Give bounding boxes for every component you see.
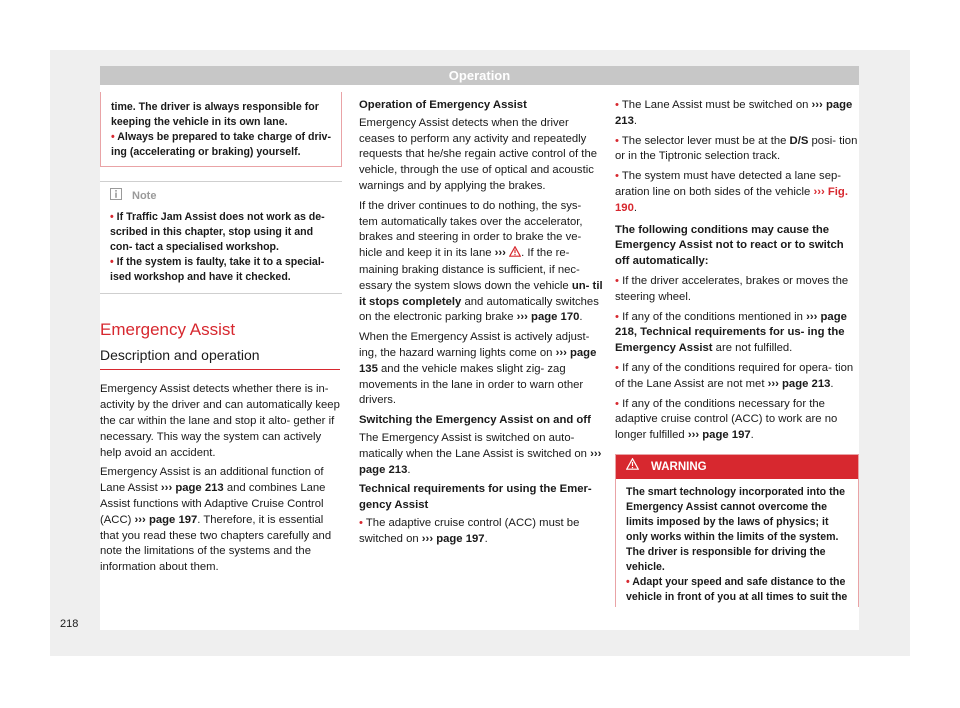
warning-text: The smart technology incorporated into the Emergency Assist cannot overcome the limits imposed by the laws of physics; it only works within the limits of the system. The driver is responsible for driving the vehicle. bbox=[626, 485, 845, 573]
section-rule bbox=[100, 369, 340, 370]
page-link[interactable]: ››› page 197 bbox=[687, 429, 751, 442]
warning-title: WARNING bbox=[651, 460, 707, 473]
text: The Emergency Assist is switched on auto- matically when the Lane Assist is switched on bbox=[359, 431, 591, 460]
note-bullet bbox=[110, 255, 332, 285]
paragraph bbox=[359, 330, 603, 409]
bullet-icon: • bbox=[615, 310, 623, 323]
text: . bbox=[633, 201, 637, 214]
text: are not fulfilled. bbox=[712, 342, 793, 355]
page-number: 218 bbox=[60, 618, 79, 630]
list-item bbox=[615, 361, 859, 393]
bullet-icon: • bbox=[615, 397, 623, 410]
text: . Therefore, it is essential that you read these two chapters carefully and note the limitations of the systems and the information about them. bbox=[100, 513, 332, 574]
warning-triangle-icon bbox=[509, 246, 521, 263]
text: . bbox=[484, 532, 488, 545]
bullet-icon: • bbox=[615, 274, 623, 287]
text: The selector lever must be at the bbox=[621, 134, 790, 147]
bullet-icon: • bbox=[359, 516, 366, 529]
page-link[interactable]: ››› page 170 bbox=[516, 311, 580, 324]
bullet-icon: • bbox=[110, 255, 117, 268]
bullet-icon: • bbox=[110, 210, 117, 223]
bullet-icon: • bbox=[615, 134, 622, 147]
bold-text: un- til it stops completely bbox=[359, 279, 603, 308]
subheading: Switching the Emergency Assist on and off bbox=[359, 414, 591, 427]
text: posi- tion or in the Tiptronic selection track. bbox=[615, 134, 858, 163]
warning-body bbox=[616, 479, 858, 607]
page-link[interactable]: ››› page 135 bbox=[359, 346, 597, 375]
note-bullet bbox=[110, 210, 332, 255]
subheading: Technical requirements for using the Emer- gency Assist bbox=[359, 483, 592, 512]
page-link[interactable]: ››› page 197 bbox=[421, 532, 485, 545]
text: If any of the conditions necessary for the adaptive cruise control (ACC) to work are no longer fulfilled bbox=[615, 397, 838, 442]
paragraph: Emergency Assist detects when the driver ceases to perform any activity and repeatedly requests that he/she regain active control of the vehicle, through the use of optical and acoustic warnings and by applying the brakes. bbox=[359, 116, 598, 192]
page-link[interactable]: ››› page 218, Technical requirements for us- ing the Emergency Assist bbox=[615, 310, 847, 355]
warning-text: time. The driver is always responsible for keeping the vehicle in its own lane. bbox=[111, 101, 319, 128]
page-link[interactable]: ››› page 213 bbox=[615, 99, 853, 127]
page-link[interactable]: ››› page 213 bbox=[359, 447, 602, 476]
list-item bbox=[615, 274, 859, 306]
note-header bbox=[110, 182, 332, 210]
text: If any of the conditions required for opera- tion of the Lane Assist are not met bbox=[615, 361, 854, 390]
bullet-icon: • bbox=[626, 575, 633, 588]
subheading: Operation of Emergency Assist bbox=[359, 99, 527, 111]
text: If any of the conditions mentioned in bbox=[622, 310, 807, 323]
column-3 bbox=[615, 98, 859, 607]
warning-triangle-icon bbox=[626, 458, 639, 475]
text: . bbox=[633, 114, 637, 127]
paragraph bbox=[359, 199, 603, 326]
text: . bbox=[830, 377, 834, 390]
page-link[interactable]: ››› page 213 bbox=[767, 377, 831, 390]
figure-link[interactable]: ››› Fig. 190 bbox=[615, 185, 848, 214]
text: and combines Lane Assist functions with Adaptive Cruise Control (ACC) bbox=[100, 482, 326, 526]
note-title: Note bbox=[132, 190, 157, 202]
list-item bbox=[615, 169, 859, 216]
note-bullet-text: If Traffic Jam Assist does not work as de- scribed in this chapter, stop using it and con- tact a specialised workshop. bbox=[110, 210, 325, 253]
text: Emergency Assist is an additional function of Lane Assist bbox=[100, 466, 324, 495]
page-header: Operation bbox=[100, 66, 859, 85]
text: . bbox=[750, 429, 754, 442]
list-item bbox=[615, 310, 859, 357]
warning-bullet bbox=[626, 575, 848, 605]
subheading: The following conditions may cause the Emergency Assist not to react or to switch off automatically: bbox=[615, 223, 844, 268]
note-bullet-text: If the system is faulty, take it to a special- ised workshop and have it checked. bbox=[110, 255, 325, 283]
bold-text: D/S bbox=[789, 134, 809, 147]
warning-bullet-text: Always be prepared to take charge of driv- ing (accelerating or braking) yourself. bbox=[111, 131, 331, 158]
text: . bbox=[579, 311, 583, 324]
text: If the driver continues to do nothing, the sys- tem automatically takes over the accelerator, brakes and steering in order to brake the ve- hicle and keep it in its lane bbox=[359, 199, 583, 260]
bullet-icon: • bbox=[615, 361, 623, 374]
text: The Lane Assist must be switched on bbox=[621, 99, 812, 111]
section-title: Emergency Assist bbox=[100, 319, 236, 339]
text: When the Emergency Assist is actively adjust- ing, the hazard warning lights come on bbox=[359, 331, 590, 359]
list-item bbox=[615, 98, 859, 130]
warning-header bbox=[616, 455, 858, 479]
bullet-icon: • bbox=[111, 131, 118, 143]
list-item bbox=[615, 134, 859, 166]
page-link[interactable]: ››› bbox=[494, 247, 506, 260]
note-box bbox=[100, 181, 342, 294]
bullet-icon: • bbox=[615, 99, 622, 111]
list-item bbox=[615, 397, 859, 444]
warning-bullet-text: Adapt your speed and safe distance to the vehicle in front of you at all times to suit the bbox=[626, 575, 848, 603]
text: . bbox=[407, 463, 411, 476]
warning-box bbox=[615, 454, 859, 607]
text: The system must have detected a lane sep- aration line on both sides of the vehicle bbox=[615, 170, 842, 198]
paragraph bbox=[100, 465, 342, 576]
text: If the driver accelerates, brakes or moves the steering wheel. bbox=[615, 274, 849, 303]
page-link[interactable]: ››› page 213 bbox=[160, 482, 224, 495]
bullet-icon: • bbox=[615, 170, 622, 183]
paragraph bbox=[359, 431, 603, 478]
info-icon bbox=[110, 188, 122, 206]
text: . If the re- maining braking distance is sufficient, if nec- essary the system slows down the vehicle bbox=[359, 247, 580, 292]
column-1 bbox=[100, 92, 342, 580]
text: The adaptive cruise control (ACC) must be switched on bbox=[359, 516, 580, 545]
list-item bbox=[359, 516, 603, 548]
text: and automatically switches on the electronic parking brake bbox=[359, 295, 599, 324]
paragraph: Emergency Assist detects whether there is in- activity by the driver and can automatically keep the car within the lane and stop it alto- gether if necessary. This way the system can actively help avoid an accident. bbox=[100, 383, 340, 459]
section-subtitle: Description and operation bbox=[100, 346, 260, 363]
column-2 bbox=[359, 98, 603, 552]
warning-bullet bbox=[111, 130, 331, 160]
warning-box-continued bbox=[100, 92, 342, 167]
text: and the vehicle makes slight zig- zag movements in the lane in order to warn other drivers. bbox=[359, 362, 584, 407]
page-link[interactable]: ››› page 197 bbox=[134, 513, 198, 526]
